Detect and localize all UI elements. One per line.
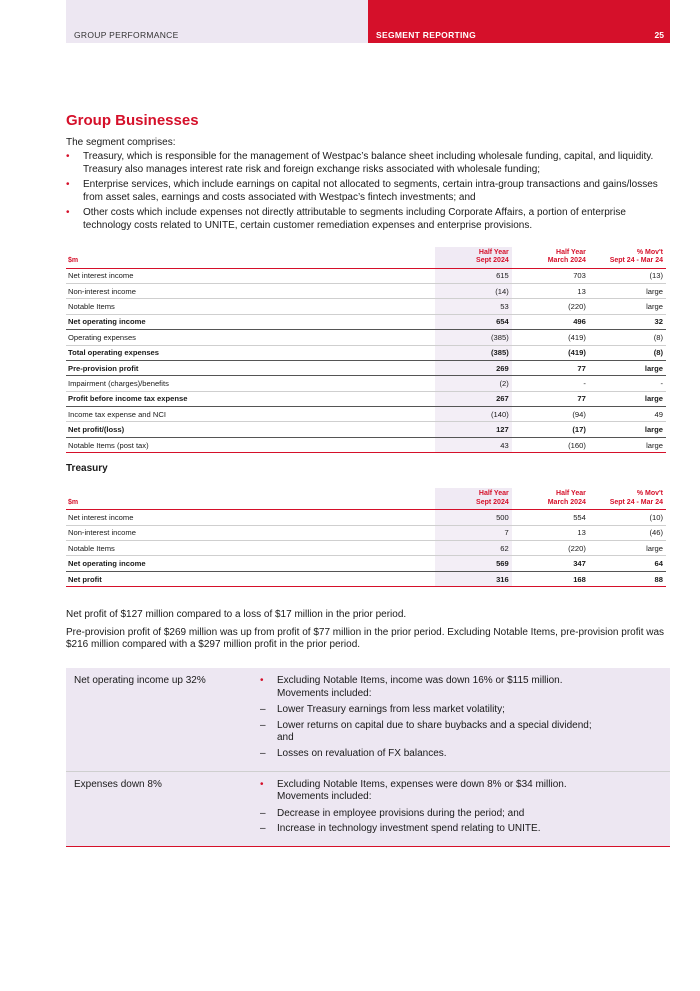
highlights-panel [66,668,670,847]
highlight-sub-item: – Decrease in employee provisions during the period; and [260,808,610,821]
table-row: Net interest income 500 554 (10) [66,510,666,525]
segment-bullet: • Treasury, which is responsible for the management of Westpac’s balance sheet including wholesale funding, capital, and liquidity. Treasury also manages interest rate risk and foreign exchange risks associated with wholesale funding; [66,151,666,176]
header-col-movement: % Mov't Sept 24 - Mar 24 [589,488,666,510]
table-row: Impairment (charges)/benefits (2) - - [66,376,666,391]
table-row: Net interest income 615 703 (13) [66,268,666,283]
page-header [0,0,700,43]
section-title: Group Businesses [66,112,199,129]
table-header-row [66,247,666,269]
commentary-paragraph: Net profit of $127 million compared to a loss of $17 million in the prior period. [66,609,407,621]
segment-bullet-list [66,151,666,233]
table-row-total: Net profit 316 168 88 [66,571,666,586]
highlight-sub-list [260,808,610,836]
table-row-total: Total operating expenses (385) (419) (8) [66,345,666,360]
page-number: 25 [654,30,664,40]
highlight-label: Expenses down 8% [74,778,162,790]
treasury-table [66,488,666,587]
table-row-total: Net operating income 569 347 64 [66,556,666,571]
section-intro: The segment comprises: [66,137,176,148]
table-row: Notable Items 53 (220) large [66,299,666,314]
commentary-paragraph: Pre-provision profit of $269 million was up from profit of $77 million in the prior period. Excluding Notable Items, pre-provision profit was $216 million compared with a $297 million profit in the prior period. [66,626,665,651]
table-row: Non-interest income 7 13 (46) [66,525,666,540]
header-col-march-2024: Half Year March 2024 [512,488,589,510]
table-row-total: Net profit/(loss) 127 (17) large [66,422,666,437]
table-row-total: Pre-provision profit 269 77 large [66,360,666,375]
table-row-total: Net operating income 654 496 32 [66,314,666,329]
highlight-bullet: • Excluding Notable Items, income was down 16% or $115 million. Movements included: [260,675,610,700]
header-col-movement: % Mov't Sept 24 - Mar 24 [589,247,666,269]
treasury-title: Treasury [66,463,108,475]
segment-bullet: • Other costs which include expenses not directly attributable to segments including Corporate Affairs, a portion of enterprise technology costs related to UNITE, certain customer remediation expenses and enterprise provisions. [66,207,666,232]
header-col-march-2024: Half Year March 2024 [512,247,589,269]
table-row-total: Profit before income tax expense 267 77 large [66,391,666,406]
group-businesses-table [66,247,666,454]
table-row: Non-interest income (14) 13 large [66,283,666,298]
highlight-label: Net operating income up 32% [74,674,206,686]
segment-bullet: • Enterprise services, which include earnings on capital not allocated to segments, certain intra-group transactions and gains/losses from asset sales, earnings and costs associated with Westpac’s fintech investments; and [66,179,666,204]
table-row: Income tax expense and NCI (140) (94) 49 [66,407,666,422]
table-row: Notable Items (post tax) 43 (160) large [66,437,666,452]
table-header-row [66,488,666,510]
header-right-band [368,0,670,43]
header-col-sept-2024: Half Year Sept 2024 [435,247,512,269]
main-content [66,112,666,847]
highlight-row-income [66,668,670,771]
highlight-sub-list [260,704,610,760]
highlight-detail [260,675,670,764]
highlight-sub-item: – Increase in technology investment spend relating to UNITE. [260,823,610,836]
header-units: $m [66,247,435,269]
table-row: Notable Items 62 (220) large [66,541,666,556]
header-left-band [66,0,368,43]
highlight-detail [260,779,670,839]
header-section-title: SEGMENT REPORTING [376,30,477,40]
table-row: Operating expenses (385) (419) (8) [66,330,666,345]
header-col-sept-2024: Half Year Sept 2024 [435,488,512,510]
highlight-row-expenses [66,771,670,846]
header-units: $m [66,488,435,510]
header-left-title: GROUP PERFORMANCE [74,30,179,40]
highlight-bullet: • Excluding Notable Items, expenses were down 8% or $34 million. Movements included: [260,779,610,804]
highlight-sub-item: – Losses on revaluation of FX balances. [260,748,610,761]
highlight-sub-item: – Lower returns on capital due to share buybacks and a special dividend; and [260,720,610,745]
highlight-sub-item: – Lower Treasury earnings from less market volatility; [260,704,610,717]
